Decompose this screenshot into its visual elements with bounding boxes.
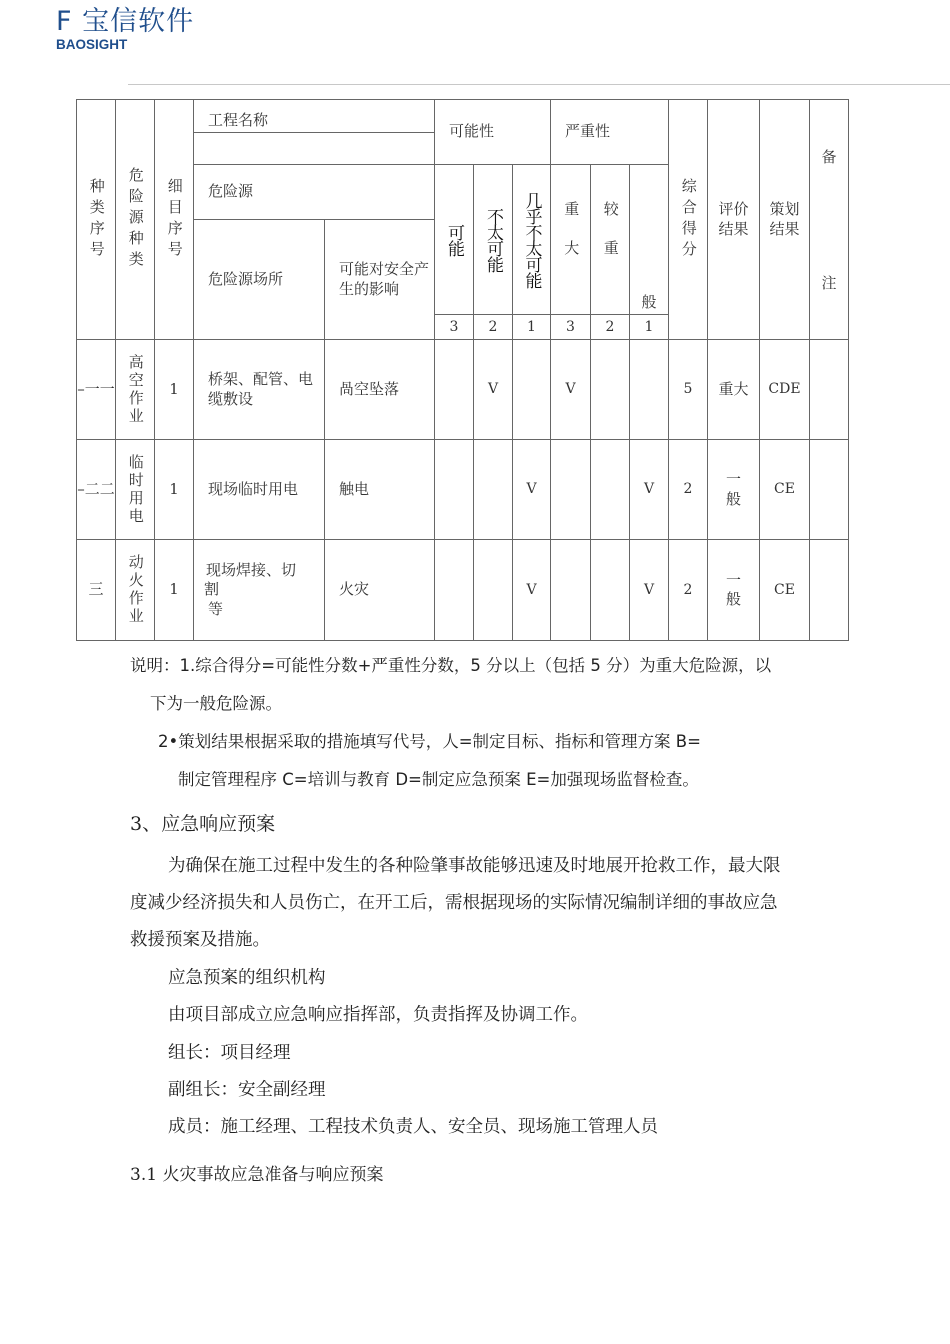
header-plan: 策划结果	[760, 100, 810, 340]
row1-plan: CDE	[760, 340, 810, 440]
row1-remarks	[810, 340, 848, 440]
header-remarks-part2: 注	[821, 273, 837, 292]
row3-item-no: 1	[155, 540, 194, 640]
row1-s2	[591, 340, 630, 440]
row1-location: 桥架、配管、电缆敷设	[194, 340, 325, 440]
row2-evaluation: 一般	[708, 440, 760, 540]
score-possibility-1: 1	[513, 315, 551, 340]
header-safety-impact: 可能对安全产生的影响	[325, 220, 435, 340]
row2-p1-mark: V	[513, 440, 551, 540]
org-leader: 组长：项目经理	[168, 1043, 291, 1063]
org-members: 成员：施工经理、工程技术负责人、安全员、现场施工管理人员	[168, 1117, 658, 1137]
row3-s2	[591, 540, 630, 640]
row2-category-no: –二二	[77, 440, 116, 540]
section-3-paragraph-line3: 救援预案及措施。	[130, 930, 270, 950]
header-remarks	[810, 100, 848, 340]
row3-category-no: 三	[77, 540, 116, 640]
row1-p1	[513, 340, 551, 440]
header-possibility: 可能性	[435, 100, 551, 165]
row3-p1-mark: V	[513, 540, 551, 640]
header-hazard-source: 危险源	[194, 165, 435, 220]
header-hazard-type: 危险源种类	[116, 100, 155, 340]
header-severity-moderate: 较重	[591, 165, 630, 315]
row3-location-line1: 现场焊接、切	[206, 560, 297, 579]
row3-hazard-type: 动火作业	[116, 540, 155, 640]
row1-score: 5	[669, 340, 708, 440]
row3-location-line2: 割	[204, 580, 220, 599]
org-structure-heading: 应急预案的组织机构	[168, 968, 326, 988]
org-structure-description: 由项目部成立应急响应指挥部，负责指挥及协调工作。	[168, 1005, 588, 1025]
header-evaluation: 评价结果	[708, 100, 760, 340]
row3-evaluation: 一般	[708, 540, 760, 640]
row3-location-line3: 等	[208, 599, 224, 618]
row2-impact: 触电	[325, 440, 435, 540]
company-logo	[56, 6, 194, 52]
row1-evaluation: 重大	[708, 340, 760, 440]
org-deputy-leader: 副组长：安全副经理	[168, 1080, 326, 1100]
header-severity: 严重性	[551, 100, 669, 165]
row3-remarks	[810, 540, 848, 640]
section-3-paragraph-line1: 为确保在施工过程中发生的各种险肇事故能够迅速及时地展开抢救工作，最大限	[168, 856, 781, 876]
header-project-name-value	[194, 133, 435, 165]
score-severity-3: 3	[551, 315, 591, 340]
row3-score: 2	[669, 540, 708, 640]
row3-p2	[474, 540, 513, 640]
row2-location: 现场临时用电	[194, 440, 325, 540]
row2-plan: CE	[760, 440, 810, 540]
row2-score: 2	[669, 440, 708, 540]
row2-s1-mark: V	[630, 440, 669, 540]
logo-english: BAOSIGHT	[56, 37, 128, 52]
row2-s2	[591, 440, 630, 540]
score-possibility-2: 2	[474, 315, 513, 340]
row2-s3	[551, 440, 591, 540]
header-possibility-unlikely: 不太可能	[474, 165, 513, 315]
header-remarks-part1: 备	[821, 148, 837, 166]
row3-s1-mark: V	[630, 540, 669, 640]
row2-hazard-type: 临时用电	[116, 440, 155, 540]
row1-p3	[435, 340, 474, 440]
note-2-line2: 制定管理程序 C=培训与教育 D=制定应急预案 E=加强现场监督检查。	[178, 770, 699, 789]
hazard-evaluation-table	[76, 99, 849, 641]
row3-location	[194, 540, 325, 640]
note-1-line1: 说明：1.综合得分=可能性分数+严重性分数，5 分以上（包括 5 分）为重大危险源，以	[130, 656, 772, 675]
header-divider	[128, 84, 950, 85]
row3-p3	[435, 540, 474, 640]
row2-p2	[474, 440, 513, 540]
note-2-line1: 2•策划结果根据采取的措施填写代号，人=制定目标、指标和管理方案 B=	[158, 732, 701, 751]
note-1-line2: 下为一般危险源。	[150, 694, 282, 713]
header-hazard-location: 危险源场所	[194, 220, 325, 340]
row1-category-no: –一一	[77, 340, 116, 440]
header-severity-major: 重大	[551, 165, 591, 315]
row3-plan: CE	[760, 540, 810, 640]
score-severity-1: 1	[630, 315, 669, 340]
section-3-title: 3、应急响应预案	[130, 813, 276, 835]
row1-p2-mark: V	[474, 340, 513, 440]
row3-s3	[551, 540, 591, 640]
row1-impact: 咼空坠落	[325, 340, 435, 440]
row1-s1	[630, 340, 669, 440]
row2-p3	[435, 440, 474, 540]
row1-item-no: 1	[155, 340, 194, 440]
header-project-name: 工程名称	[194, 100, 435, 133]
header-score: 综合得分	[669, 100, 708, 340]
row2-remarks	[810, 440, 848, 540]
row2-item-no: 1	[155, 440, 194, 540]
header-possibility-likely: 可能	[435, 165, 474, 315]
score-severity-2: 2	[591, 315, 630, 340]
row3-impact: 火灾	[325, 540, 435, 640]
subsection-3-1-title: 3.1 火灾事故应急准备与响应预案	[130, 1165, 384, 1185]
row1-s3-mark: V	[551, 340, 591, 440]
header-item-no: 细目序号	[155, 100, 194, 340]
row1-hazard-type: 高空作业	[116, 340, 155, 440]
header-severity-general: 般	[630, 165, 669, 315]
section-3-paragraph-line2: 度减少经济损失和人员伤亡，在开工后，需根据现场的实际情况编制详细的事故应急	[130, 893, 778, 913]
score-possibility-3: 3	[435, 315, 474, 340]
logo-chinese: F 宝信软件	[56, 6, 195, 37]
header-possibility-rare: 几乎不太可能	[513, 165, 551, 315]
header-category-no: 种类序号	[77, 100, 116, 340]
